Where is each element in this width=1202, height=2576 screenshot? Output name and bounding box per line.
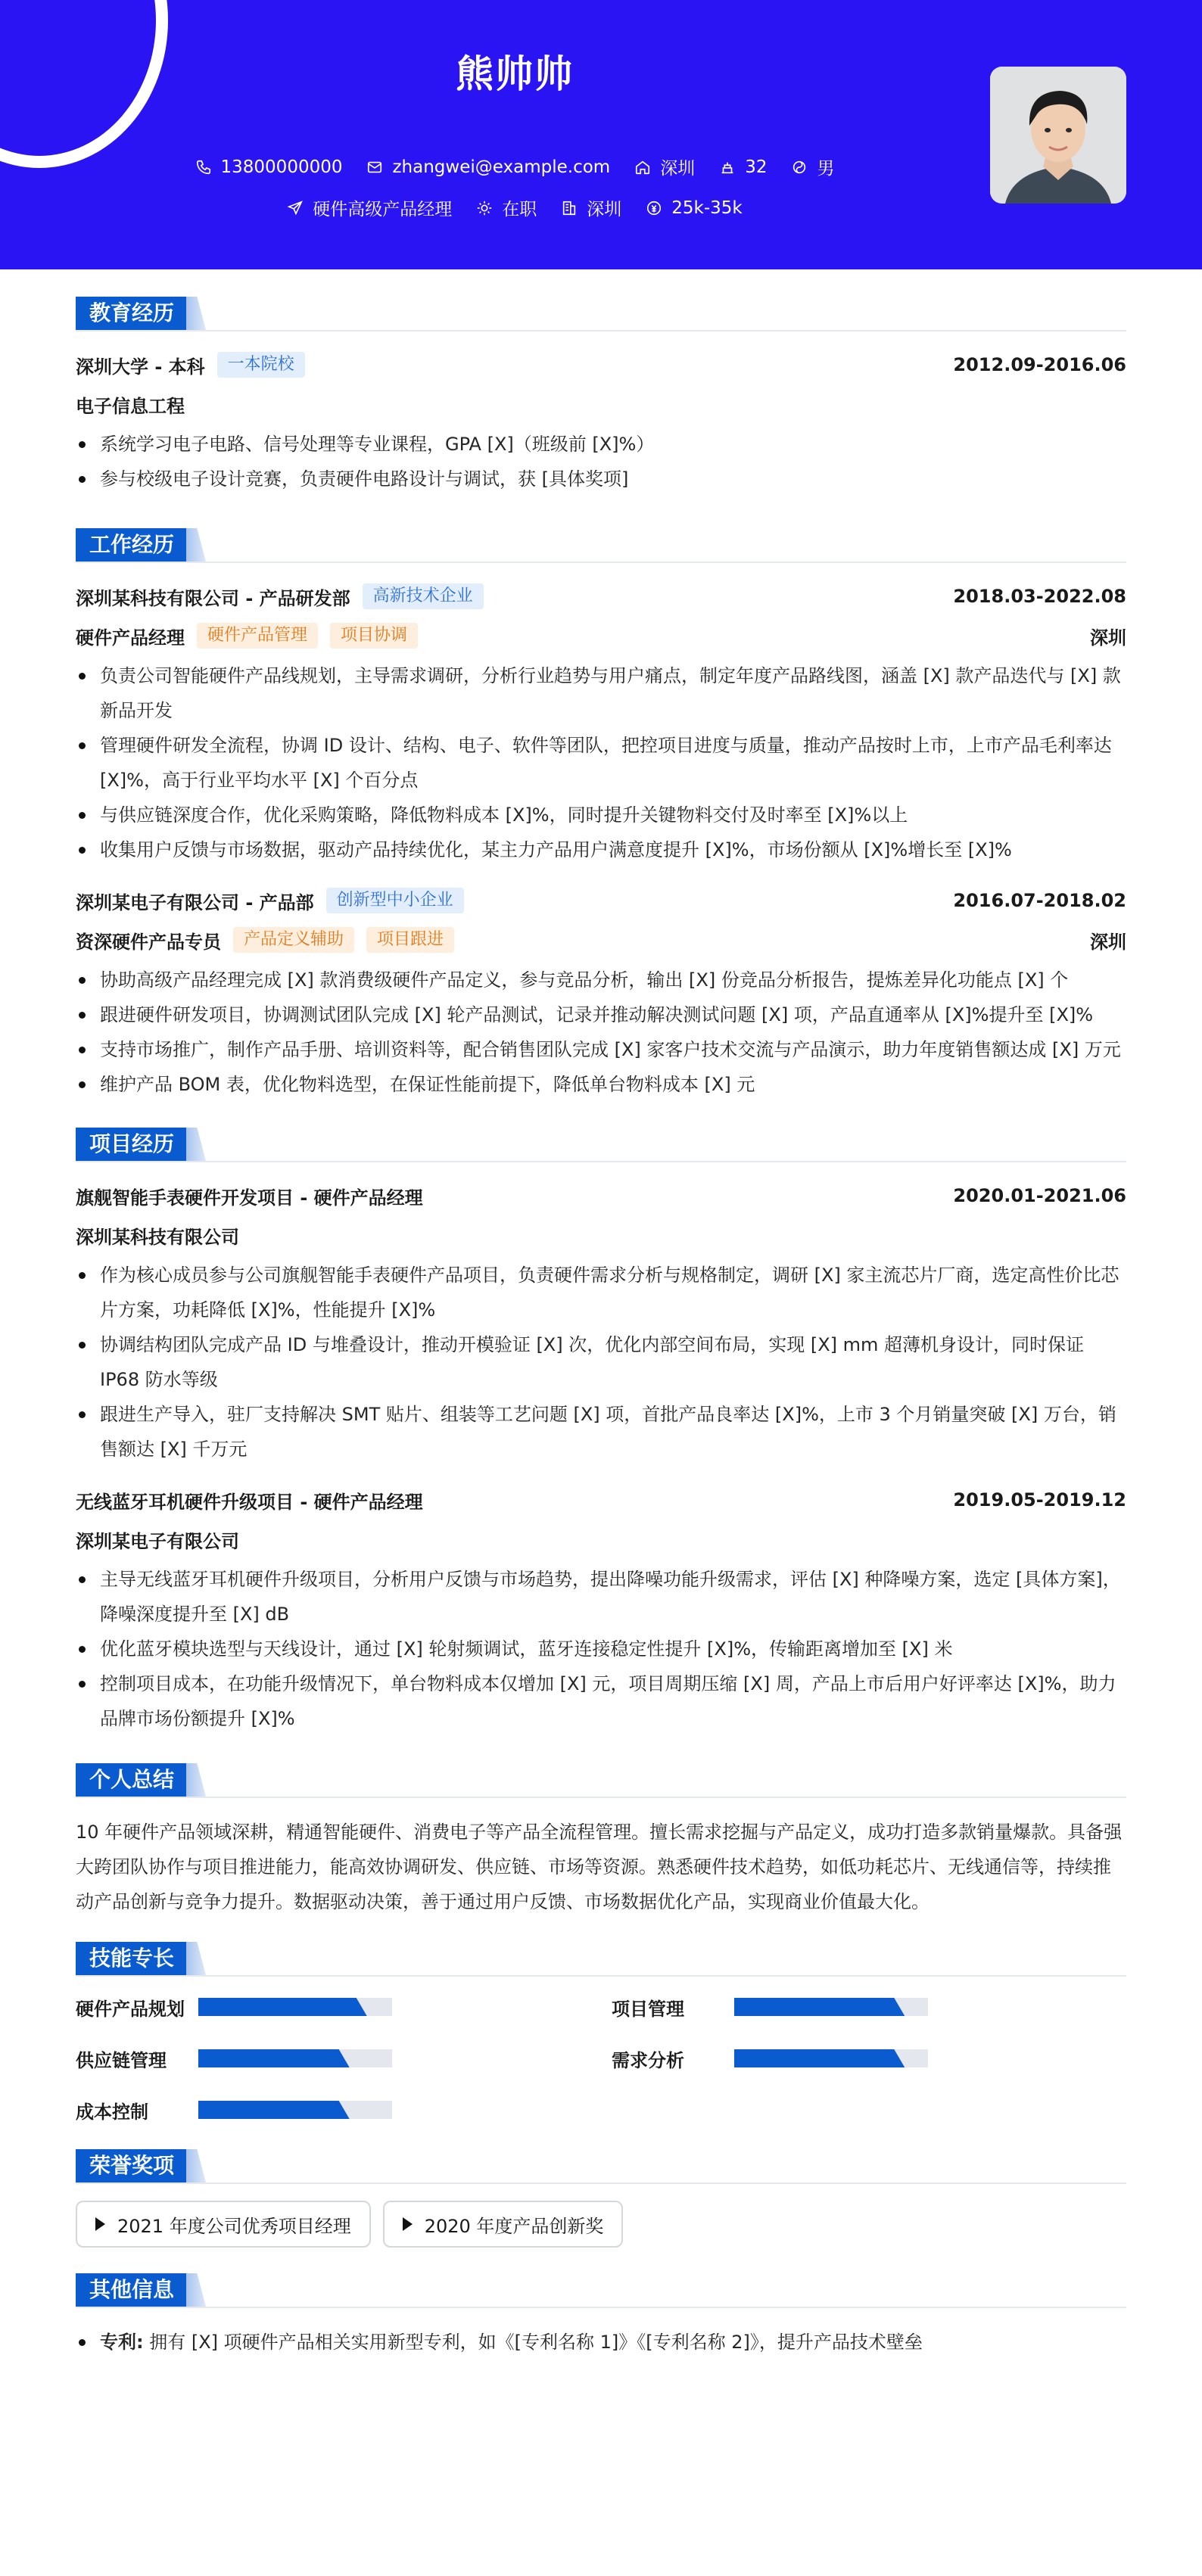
role-tag: 硬件产品管理 [197, 623, 318, 649]
target-role-text: 硬件高级产品经理 [313, 200, 453, 219]
section-title: 技能专长 [76, 1942, 188, 1975]
gender-info [791, 154, 834, 179]
company-line [76, 583, 484, 610]
building-icon [561, 200, 578, 216]
job-location: 深圳 [1090, 931, 1126, 953]
skill-bar-fill [198, 1998, 367, 2016]
email-info [366, 157, 610, 177]
section-title: 教育经历 [76, 297, 188, 330]
section-header [76, 1942, 1126, 1978]
role-with-tags [76, 927, 454, 954]
company-name: 深圳某电子有限公司 - 产品部 [76, 891, 314, 913]
job-location: 深圳 [1090, 627, 1126, 649]
project-bullets [76, 1258, 1126, 1467]
target-role-info [287, 195, 452, 220]
major: 电子信息工程 [76, 395, 185, 417]
job-date: 2016.07-2018.02 [953, 890, 1126, 911]
projects-section [76, 1128, 1126, 1736]
list-item: 优化蓝牙模块选型与天线设计，通过 [X] 轮射频调试，蓝牙连接稳定性提升 [X]%，传输距离增加至 [X] 米 [76, 1632, 1126, 1666]
city-text: 深圳 [660, 159, 696, 179]
skill-name: 项目管理 [612, 1998, 684, 2020]
role-tag: 产品定义辅助 [233, 927, 354, 953]
school-badge: 一本院校 [217, 352, 305, 378]
skill-name: 供应链管理 [76, 2049, 167, 2071]
section-title: 荣誉奖项 [76, 2149, 188, 2182]
skills-grid [76, 1993, 1126, 2123]
project-header [76, 1179, 1126, 1212]
summary-section [76, 1763, 1126, 1919]
list-item: 协助高级产品经理完成 [X] 款消费级硬件产品定义，参与竞品分析，输出 [X] 份竞品分析报告，提炼差异化功能点 [X] 个 [76, 963, 1126, 997]
skill-bar-fill [198, 2101, 350, 2119]
school-line [76, 352, 305, 378]
education-section [76, 297, 1126, 496]
contact-row [0, 154, 1029, 179]
skill-bar [198, 2049, 392, 2067]
role-line [76, 613, 1126, 658]
job-bullets [76, 963, 1126, 1102]
role-title: 资深硬件产品专员 [76, 931, 221, 953]
section-title: 工作经历 [76, 528, 188, 562]
city-info [634, 154, 695, 179]
skill-name: 需求分析 [612, 2049, 684, 2071]
home-icon [634, 159, 651, 176]
list-item: 控制项目成本，在功能升级情况下，单台物料成本仅增加 [X] 元，项目周期压缩 [X] 周，产品上市后用户好评率达 [X]%，助力品牌市场份额提升 [X]% [76, 1666, 1126, 1736]
project-company: 深圳某电子有限公司 [76, 1530, 239, 1552]
skill-name: 成本控制 [76, 2101, 148, 2123]
other-list [76, 2325, 1126, 2360]
role-tag: 项目协调 [330, 623, 418, 649]
salary-info [646, 198, 742, 218]
project-company: 深圳某科技有限公司 [76, 1226, 239, 1248]
list-item: 收集用户反馈与市场数据，驱动产品持续优化，某主力产品用户满意度提升 [X]%，市场份额从 [X]%增长至 [X]% [76, 832, 1126, 867]
project-bullets [76, 1562, 1126, 1736]
honor-item [383, 2201, 624, 2248]
section-title: 个人总结 [76, 1763, 188, 1797]
target-city-info [561, 195, 621, 220]
project-header [76, 1483, 1126, 1517]
list-item: 跟进生产导入，驻厂支持解决 SMT 贴片、组装等工艺问题 [X] 项，首批产品良率达 [X]%，上市 3 个月销量突破 [X] 万台，销售额达 [X] 千万元 [76, 1397, 1126, 1467]
employment-status-text: 在职 [502, 200, 537, 219]
section-header [76, 1128, 1126, 1164]
company-line [76, 888, 464, 914]
job-date: 2018.03-2022.08 [953, 586, 1126, 607]
section-header [76, 2273, 1126, 2310]
skill-item [612, 2045, 1126, 2072]
list-item: 参与校级电子设计竞赛，负责硬件电路设计与调试，获 [具体奖项] [76, 462, 1126, 496]
resume-header [0, 0, 1202, 269]
honors-list [76, 2201, 1126, 2248]
skill-bar [734, 1998, 928, 2016]
avatar [990, 67, 1126, 204]
honor-text: 2021 年度公司优秀项目经理 [117, 2215, 351, 2237]
phone-text: 13800000000 [220, 157, 343, 177]
employment-status-info [476, 195, 537, 220]
phone-icon [195, 159, 212, 176]
skill-bar [734, 2049, 928, 2067]
skill-bar-fill [734, 2049, 905, 2067]
list-item: 管理硬件研发全流程，协调 ID 设计、结构、电子、软件等团队，把控项目进度与质量，推动产品按时上市，上市产品毛利率达 [X]%，高于行业平均水平 [X] 个百分点 [76, 728, 1126, 798]
list-item: 负责公司智能硬件产品线规划，主导需求调研，分析行业趋势与用户痛点，制定年度产品路线图，涵盖 [X] 款产品迭代与 [X] 款新品开发 [76, 658, 1126, 728]
job-header [76, 580, 1126, 613]
candidate-name: 熊帅帅 [456, 52, 574, 96]
play-triangle-icon [403, 2217, 413, 2231]
salary-icon [646, 200, 662, 216]
section-header [76, 1763, 1126, 1800]
skill-name: 硬件产品规划 [76, 1998, 185, 2020]
phone-info [195, 157, 343, 177]
summary-text: 10 年硬件产品领域深耕，精通智能硬件、消费电子等产品全流程管理。擅长需求挖掘与产品定义，成功打造多款销量爆款。具备强大跨团队协作与项目推进能力，能高效协调研发、供应链、市场等资源。熟悉硬件技术趋势，如低功耗芯片、无线通信等，持续推动产品创新与竞争力提升。数据驱动决策，善于通过用户反馈、市场数据优化产品，实现商业价值最大化。 [76, 1822, 1123, 1912]
gender-icon [791, 159, 808, 176]
role-with-tags [76, 623, 418, 649]
project-entry [76, 1179, 1126, 1467]
send-icon [287, 200, 304, 216]
section-header [76, 528, 1126, 565]
email-text: zhangwei@example.com [392, 157, 611, 177]
list-item: 系统学习电子电路、信号处理等专业课程，GPA [X]（班级前 [X]%） [76, 427, 1126, 462]
list-item: 作为核心成员参与公司旗舰智能手表硬件产品项目，负责硬件需求分析与规格制定，调研 [X] 家主流芯片厂商，选定高性价比芯片方案，功耗降低 [X]%，性能提升 [X]% [76, 1258, 1126, 1327]
honor-text: 2020 年度产品创新奖 [424, 2215, 604, 2237]
project-date: 2020.01-2021.06 [953, 1185, 1126, 1206]
list-item: 主导无线蓝牙耳机硬件升级项目，分析用户反馈与市场趋势，提出降噪功能升级需求，评估 [X] 种降噪方案，选定 [具体方案]，降噪深度提升至 [X] dB [76, 1562, 1126, 1632]
mail-icon [366, 159, 383, 176]
salary-text: 25k-35k [671, 198, 743, 218]
project-name: 无线蓝牙耳机硬件升级项目 - 硬件产品经理 [76, 1491, 423, 1513]
list-item: 维护产品 BOM 表，优化物料选型，在保证性能前提下，降低单台物料成本 [X] 元 [76, 1067, 1126, 1102]
other-label: 专利: [100, 2332, 144, 2353]
skill-item [76, 1993, 612, 2021]
company-badge: 创新型中小企业 [326, 888, 464, 913]
age-info [719, 157, 767, 177]
education-date: 2012.09-2016.06 [953, 354, 1126, 375]
education-entry-header [76, 348, 1126, 381]
target-city-text: 深圳 [587, 200, 622, 219]
skill-bar [198, 2101, 392, 2119]
honors-section [76, 2149, 1126, 2248]
skill-item [76, 2096, 612, 2123]
resume-body [76, 297, 1126, 2360]
age-icon [719, 159, 736, 176]
role-tag: 项目跟进 [366, 927, 454, 953]
list-item: 协调结构团队完成产品 ID 与堆叠设计，推动开模验证 [X] 次，优化内部空间布局，实现 [X] mm 超薄机身设计，同时保证 IP68 防水等级 [76, 1327, 1126, 1397]
other-text: 拥有 [X] 项硬件产品相关实用新型专利，如《[专利名称 1]》《[专利名称 2]》，提升产品技术壁垒 [149, 2332, 923, 2353]
list-item: 支持市场推广，制作产品手册、培训资料等，配合销售团队完成 [X] 家客户技术交流与产品演示，助力年度销售额达成 [X] 万元 [76, 1032, 1126, 1067]
section-header [76, 2149, 1126, 2186]
role-title: 硬件产品经理 [76, 627, 185, 649]
company-name: 深圳某科技有限公司 - 产品研发部 [76, 587, 350, 609]
list-item: 跟进硬件研发项目，协调测试团队完成 [X] 轮产品测试，记录并推动解决测试问题 [X] 项，产品直通率从 [X]%提升至 [X]% [76, 997, 1126, 1032]
skill-item [612, 1993, 1126, 2021]
role-line [76, 917, 1126, 963]
education-bullets [76, 427, 1126, 496]
company-badge: 高新技术企业 [363, 583, 484, 609]
job-header [76, 884, 1126, 917]
skill-bar-fill [734, 1998, 905, 2016]
section-title: 项目经历 [76, 1128, 188, 1161]
skill-bar [198, 1998, 392, 2016]
list-item [76, 2325, 1126, 2360]
skill-bar-fill [198, 2049, 350, 2067]
list-item: 与供应链深度合作，优化采购策略，降低物料成本 [X]%，同时提升关键物料交付及时率至 [X]%以上 [76, 798, 1126, 832]
project-name: 旗舰智能手表硬件开发项目 - 硬件产品经理 [76, 1187, 423, 1209]
project-entry [76, 1483, 1126, 1736]
play-triangle-icon [95, 2217, 105, 2231]
section-title: 其他信息 [76, 2273, 188, 2307]
work-section [76, 528, 1126, 1102]
honor-item [76, 2201, 371, 2248]
age-text: 32 [745, 157, 768, 177]
project-date: 2019.05-2019.12 [953, 1489, 1126, 1510]
section-header [76, 297, 1126, 333]
school-name: 深圳大学 - 本科 [76, 356, 205, 378]
job-intent-row [0, 195, 1029, 220]
job-entry [76, 580, 1126, 867]
status-icon [476, 200, 493, 216]
gender-text: 男 [817, 159, 835, 179]
skills-section [76, 1942, 1126, 2123]
skill-item [76, 2045, 612, 2072]
job-entry [76, 884, 1126, 1102]
job-bullets [76, 658, 1126, 867]
other-section [76, 2273, 1126, 2360]
